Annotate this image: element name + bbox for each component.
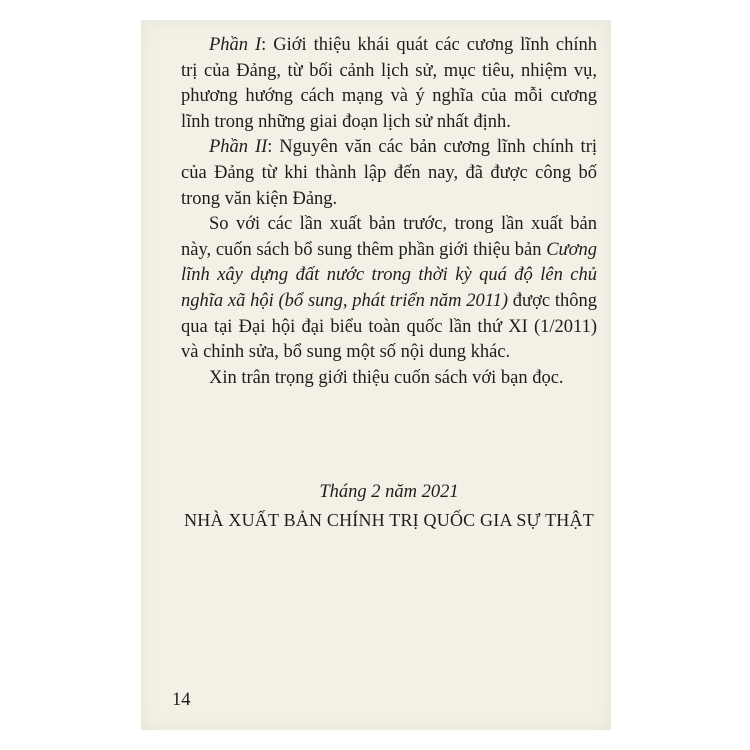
page-number: 14 — [172, 690, 191, 710]
introduction-text: Xin trân trọng giới thiệu cuốn sách với bạn đọc. — [209, 367, 564, 388]
part-2-label: Phần II — [209, 137, 268, 158]
body-text — [181, 33, 597, 391]
edition-note-text-b: được thông qua tại Đại hội đại biểu toàn quốc lần thứ XI (1/2011) và chỉnh sửa, bổ sung một số nội dung khác. — [181, 290, 597, 363]
part-2-text: : Nguyên văn các bản cương lĩnh chính trị của Đảng từ khi thành lập đến nay, đã được công bố trong văn kiện Đảng. — [181, 137, 597, 209]
publisher-name: NHÀ XUẤT BẢN CHÍNH TRỊ QUỐC GIA SỰ THẬT — [184, 510, 594, 530]
part-1-label: Phần I — [209, 35, 262, 55]
paragraph-introduction — [181, 366, 597, 392]
paragraph-part-1 — [181, 33, 597, 135]
paragraph-part-2 — [181, 135, 597, 212]
closing-date: Tháng 2 năm 2021 — [319, 482, 459, 502]
edition-note-text-a: So với các lần xuất bản trước, trong lần xuất bản này, cuốn sách bổ sung thêm phần giới thiệu bản — [181, 214, 597, 260]
paragraph-edition-note — [181, 212, 597, 366]
part-1-text: : Giới thiệu khái quát các cương lĩnh chính trị của Đảng, từ bối cảnh lịch sử, mục tiêu, nhiệm vụ, phương hướng cách mạng và ý nghĩa của mỗi cương lĩnh trong những giai đoạn lịch sử nhất định. — [181, 35, 597, 132]
platform-title: Cương lĩnh xây dựng đất nước trong thời kỳ quá độ lên chủ nghĩa xã hội (bổ sung, phát triển năm 2011) — [181, 239, 597, 311]
